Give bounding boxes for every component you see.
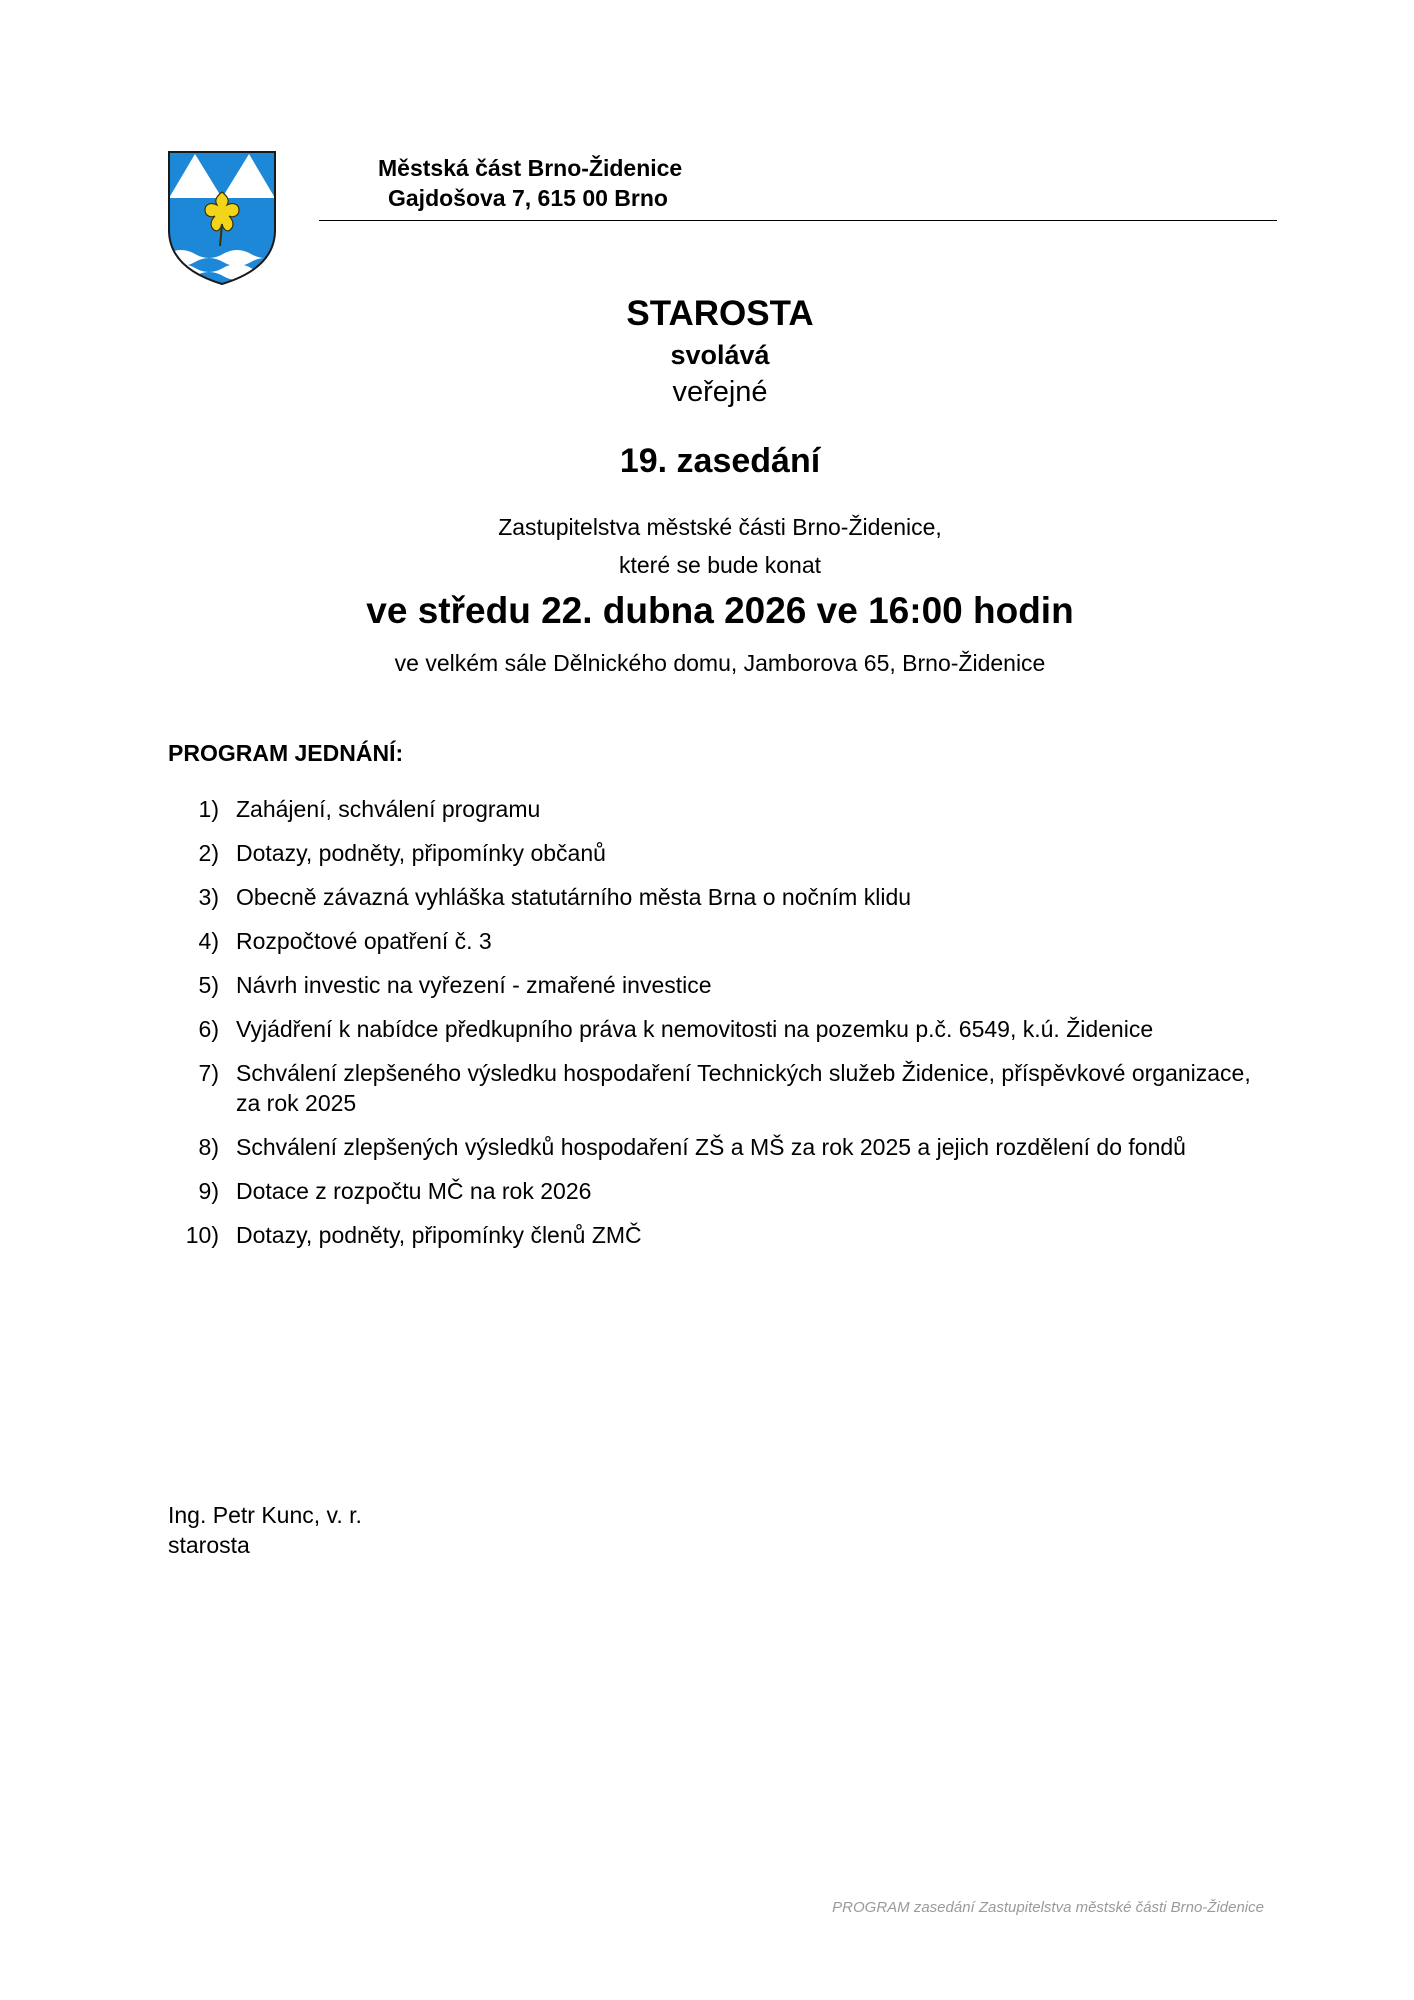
agenda-item-number: 8) [198, 1134, 219, 1160]
organization-address: Gajdošova 7, 615 00 Brno [388, 185, 668, 211]
agenda-item-number: 4) [198, 928, 219, 954]
organization-name: Městská část Brno-Židenice [378, 155, 683, 181]
program-heading: PROGRAM JEDNÁNÍ: [168, 740, 404, 766]
agenda-item-text: Obecně závazná vyhláška statutárního města Brna o nočním klidu [236, 884, 912, 910]
agenda-item [0, 1176, 1414, 1206]
agenda-item-text: Schválení zlepšených výsledků hospodaření ZŠ a MŠ za rok 2025 a jejich rozdělení do fondů [236, 1134, 1186, 1160]
signature-block [168, 1500, 362, 1560]
meeting-place: ve velkém sále Dělnického domu, Jamborova 65, Brno-Židenice [394, 650, 1046, 676]
title-svolava: svolává [670, 340, 770, 370]
agenda-item [0, 882, 1414, 912]
agenda-item [0, 926, 1414, 956]
agenda-item-number: 1) [198, 796, 219, 822]
title-starosta: STAROSTA [626, 294, 814, 333]
session-number: 19. zasedání [619, 442, 821, 480]
agenda-item-text: Schválení zlepšeného výsledku hospodaření Technických služeb Židenice, příspěvkové organizace, za rok 2025 [236, 1060, 1251, 1116]
agenda-item-number: 3) [198, 884, 219, 910]
agenda-item-text: Vyjádření k nabídce předkupního práva k nemovitosti na pozemku p.č. 6549, k.ú. Židenice [236, 1016, 1154, 1042]
agenda-item-number: 2) [198, 840, 219, 866]
agenda-item [0, 970, 1414, 1000]
agenda-item [0, 794, 1414, 824]
held-note: které se bude konat [618, 552, 822, 578]
agenda-item [0, 1220, 1414, 1250]
agenda-item-number: 7) [198, 1060, 219, 1086]
agenda-item-text: Dotace z rozpočtu MČ na rok 2026 [236, 1178, 592, 1204]
meeting-date: ve středu 22. dubna 2026 ve 16:00 hodin [366, 590, 1074, 631]
agenda-item-text: Návrh investic na vyřezení - zmařené investice [236, 972, 712, 998]
signatory-name: Ing. Petr Kunc, v. r. [168, 1502, 362, 1528]
organization-header [378, 153, 682, 213]
page-footer: PROGRAM zasedání Zastupitelstva městské části Brno-Židenice [832, 1899, 1264, 1916]
agenda-item-number: 5) [198, 972, 219, 998]
agenda-item-number: 10) [185, 1222, 219, 1248]
agenda-list [0, 794, 1414, 1264]
agenda-item [0, 838, 1414, 868]
agenda-item-number: 6) [198, 1016, 219, 1042]
header-divider [319, 220, 1277, 221]
agenda-item [0, 1014, 1414, 1044]
signatory-role: starosta [168, 1532, 250, 1558]
agenda-item [0, 1058, 1414, 1118]
title-verejne: veřejné [672, 376, 768, 408]
agenda-item [0, 1132, 1414, 1162]
agenda-item-text: Rozpočtové opatření č. 3 [236, 928, 492, 954]
agenda-item-text: Dotazy, podněty, připomínky občanů [236, 840, 606, 866]
agenda-item-text: Zahájení, schválení programu [236, 796, 541, 822]
agenda-item-number: 9) [198, 1178, 219, 1204]
coat-of-arms-icon [167, 150, 277, 286]
agenda-item-text: Dotazy, podněty, připomínky členů ZMČ [236, 1222, 642, 1248]
council-name: Zastupitelstva městské části Brno-Židenice, [498, 514, 942, 540]
